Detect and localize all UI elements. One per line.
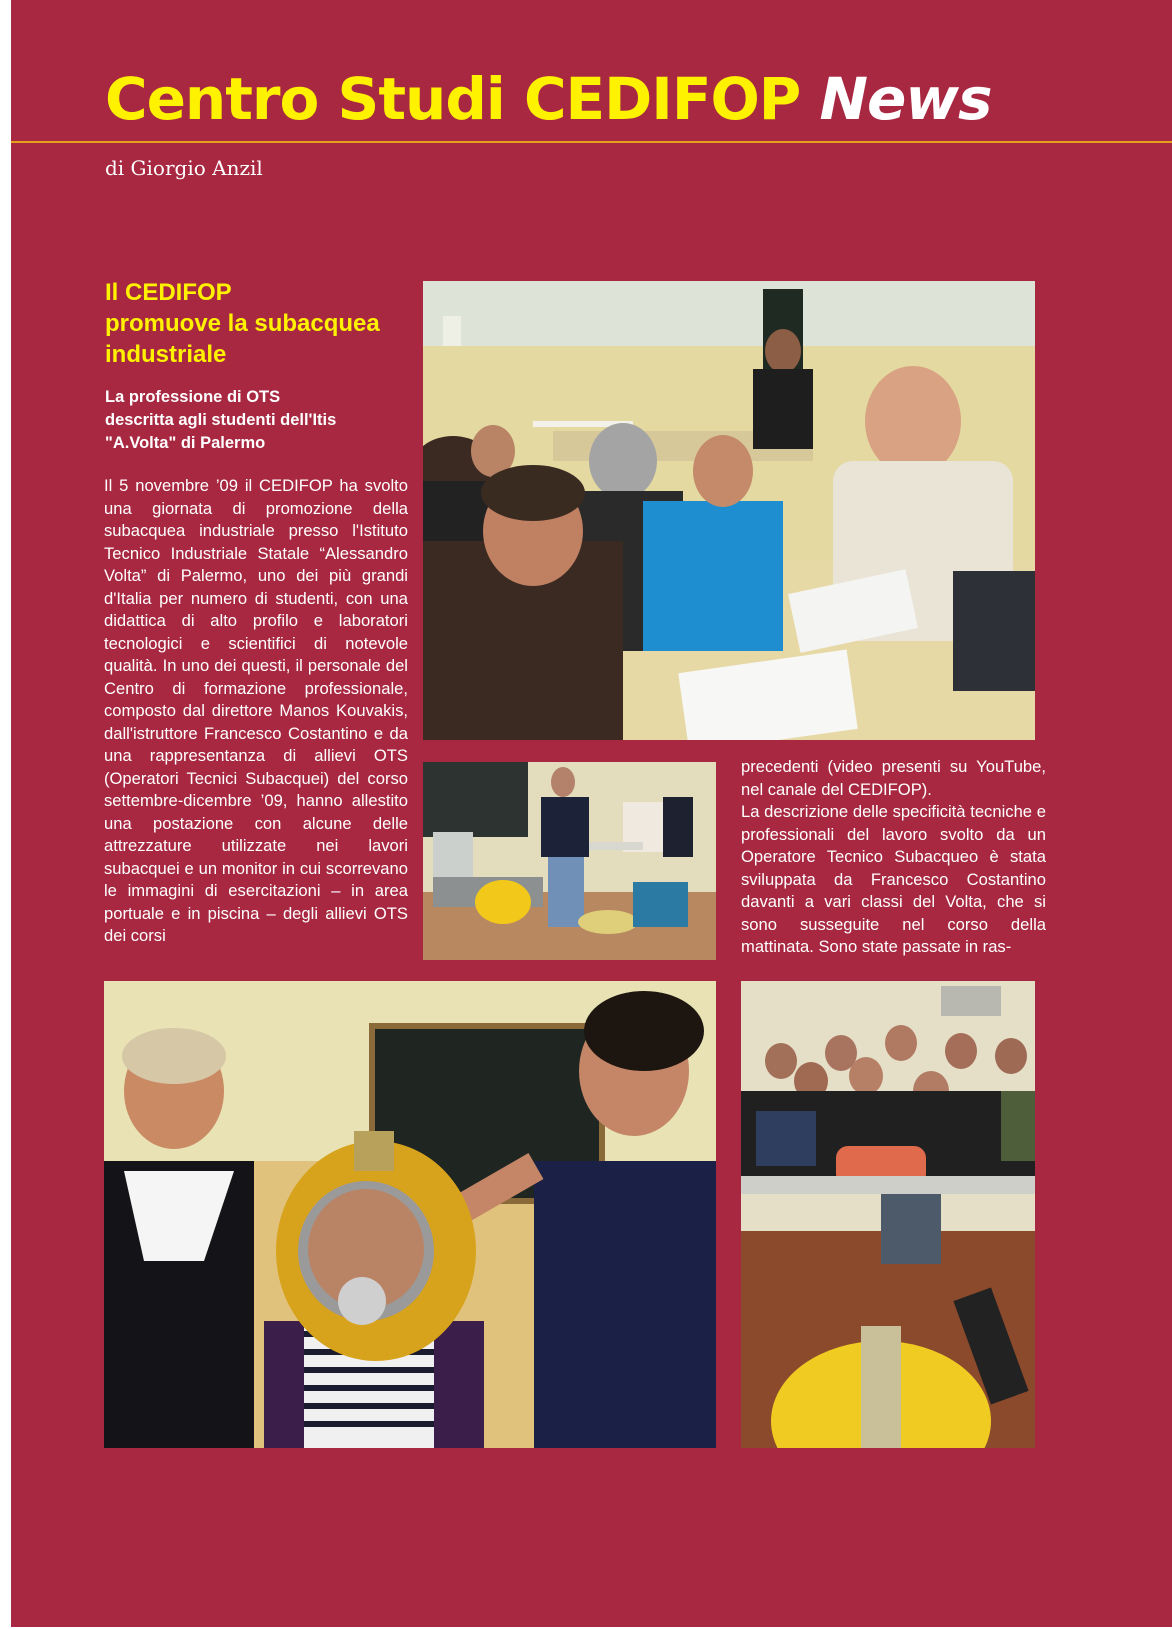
photo-student-audience-image	[741, 981, 1035, 1448]
headline-line: industriale	[105, 341, 227, 368]
headline-line: Il CEDIFOP	[105, 279, 232, 306]
photo-student-audience	[741, 981, 1035, 1448]
body-paragraph: precedenti (video presenti su YouTube, nel canale del CEDIFOP).	[741, 757, 1046, 799]
header-divider	[11, 141, 1172, 143]
subhead-line: descritta agli studenti dell'Itis	[105, 411, 337, 429]
magazine-page	[11, 0, 1172, 1627]
article-body-right-column	[741, 756, 1046, 959]
subhead-line: "A.Volta" di Palermo	[105, 434, 266, 452]
article-headline	[105, 277, 415, 370]
photo-diving-helmet-image	[104, 981, 716, 1448]
photo-diving-helmet	[104, 981, 716, 1448]
article-subheadline	[105, 386, 405, 455]
subhead-line: La professione di OTS	[105, 388, 281, 406]
headline-line: promuove la subacquea	[105, 310, 380, 337]
photo-classroom-instruction-image	[423, 281, 1035, 740]
article-body-left-column	[104, 475, 408, 948]
title-main: Centro Studi CEDIFOP	[105, 65, 801, 133]
photo-classroom-instruction	[423, 281, 1035, 740]
title-accent: News	[819, 65, 992, 133]
photo-equipment-demo	[423, 762, 716, 960]
body-paragraph: Il 5 novembre ’09 il CEDIFOP ha svolto una giornata di promozione della subacquea industriale presso l'Istituto Tecnico Industriale Statale “Alessandro Volta” di Palermo, uno dei più grandi d'Italia per numero di studenti, con una didattica di alto profilo e laboratori tecnologici e scientifici di notevole qualità. In uno dei questi, il personale del Centro di formazione professionale, composto dal direttore Manos Kouvakis, dall'istruttore Francesco Costantino e da una rappresentanza di allievi OTS (Operatori Tecnici Subacquei) del corso settembre-dicembre ’09, hanno allestito una postazione con alcune delle attrezzature utilizzate nei lavori subacquei e un monitor in cui scorrevano le immagini di esercitazioni – in area portuale e in piscina – degli allievi OTS dei corsi	[104, 476, 408, 945]
photo-equipment-demo-image	[423, 762, 716, 960]
byline: di Giorgio Anzil	[105, 156, 263, 180]
body-paragraph: La descrizione delle specificità tecniche e professionali del lavoro svolto da un Operatore Tecnico Subacqueo è stata sviluppata da Francesco Costantino davanti a vari classi del Volta, che si sono susseguite nel corso della mattinata. Sono state passate in ras-	[741, 802, 1046, 956]
page-title	[105, 65, 992, 133]
